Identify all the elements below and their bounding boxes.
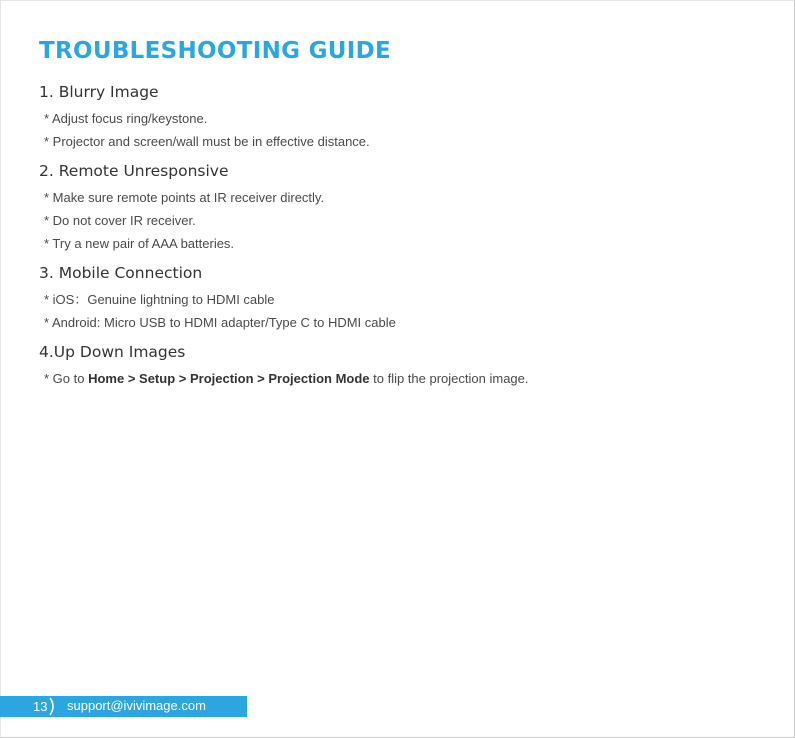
tip-item: * Android: Micro USB to HDMI adapter/Type C to HDMI cable	[44, 315, 396, 330]
tip-list	[39, 288, 759, 334]
section-heading: 2. Remote Unresponsive	[39, 162, 229, 180]
section-blurry-image	[39, 82, 759, 153]
tip-item: * Make sure remote points at IR receiver directly.	[44, 190, 325, 205]
tip-suffix: to flip the projection image.	[369, 371, 529, 386]
section-heading: 3. Mobile Connection	[39, 264, 203, 282]
page-number-bracket-icon	[49, 696, 57, 717]
tip-item: * Do not cover IR receiver.	[44, 213, 196, 228]
tip-item: * Adjust focus ring/keystone.	[44, 111, 208, 126]
section-heading: 4.Up Down Images	[39, 343, 186, 361]
menu-path-projection-mode: Projection Mode	[268, 371, 370, 386]
tip-item: * Try a new pair of AAA batteries.	[44, 236, 235, 251]
tip-item	[39, 367, 759, 390]
page-number: 13	[33, 699, 48, 714]
menu-path-home: Home	[88, 371, 125, 386]
tip-list	[39, 107, 759, 153]
page-title: TROUBLESHOOTING GUIDE	[39, 38, 392, 64]
tip-prefix: * Go to	[44, 371, 89, 386]
tip-item: * Projector and screen/wall must be in effective distance.	[44, 134, 370, 149]
support-email-link[interactable]: support@ivivimage.com	[67, 698, 206, 713]
section-up-down-images	[39, 342, 759, 390]
menu-path-separator: >	[175, 371, 190, 386]
troubleshooting-content	[39, 82, 759, 398]
section-mobile-connection	[39, 263, 759, 334]
tip-list	[39, 367, 759, 390]
menu-path-separator: >	[253, 371, 269, 386]
menu-path-separator: >	[124, 371, 140, 386]
section-remote-unresponsive	[39, 161, 759, 255]
tip-item: * iOS：Genuine lightning to HDMI cable	[44, 292, 275, 307]
menu-path-setup: Setup	[139, 371, 176, 386]
tip-list	[39, 186, 759, 255]
section-heading: 1. Blurry Image	[39, 83, 159, 101]
menu-path-projection: Projection	[189, 371, 254, 386]
